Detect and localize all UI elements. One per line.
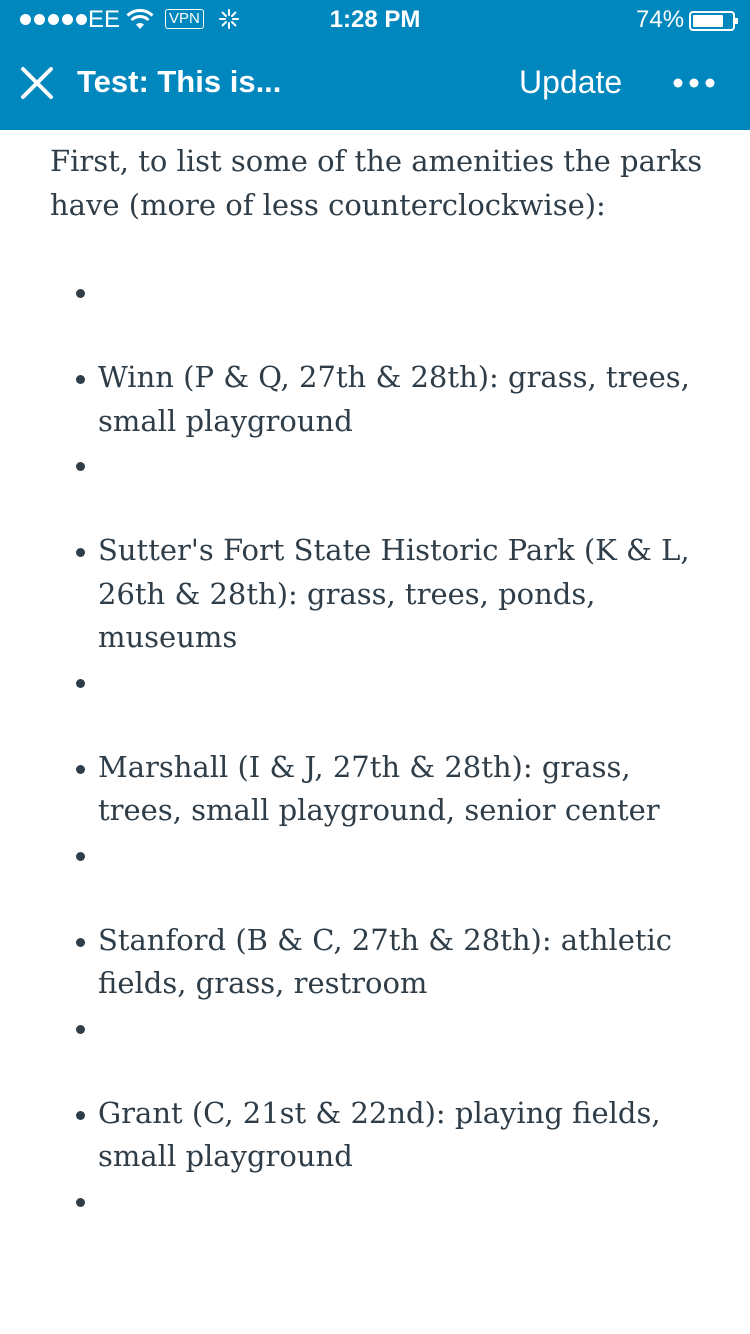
vpn-badge: VPN xyxy=(165,9,204,29)
battery-percentage: 74% xyxy=(636,6,685,33)
carrier-name: EE xyxy=(88,6,121,33)
list-item xyxy=(50,660,710,703)
battery-icon xyxy=(689,11,739,31)
list-item: Marshall (I & J, 27th & 28th): grass, trees, small playground, senior center xyxy=(50,746,710,833)
list-item: Winn (P & Q, 27th & 28th): grass, trees, small playground xyxy=(50,356,710,443)
list-item xyxy=(50,833,710,876)
list-item: Stanford (B & C, 27th & 28th): athletic fields, grass, restroom xyxy=(50,919,710,1006)
list-item xyxy=(50,270,710,313)
list-item xyxy=(50,1006,710,1049)
status-bar xyxy=(0,0,750,40)
amenity-list xyxy=(50,270,710,1222)
list-item xyxy=(50,443,710,486)
list-item: Sutter's Fort State Historic Park (K & L, 26th & 28th): grass, trees, ponds, museums xyxy=(50,529,710,660)
post-content[interactable] xyxy=(50,140,710,1265)
more-options-icon[interactable] xyxy=(672,73,716,93)
app-header xyxy=(0,0,750,130)
status-time: 1:28 PM xyxy=(329,6,421,33)
list-item xyxy=(50,1179,710,1222)
list-item: Grant (C, 21st & 22nd): playing fields, small playground xyxy=(50,1092,710,1179)
close-icon[interactable] xyxy=(20,66,54,100)
update-button[interactable]: Update xyxy=(519,64,623,100)
intro-paragraph: First, to list some of the amenities the parks have (more of less counterclockwise): xyxy=(50,144,703,222)
page-title: Test: This is... xyxy=(77,64,282,99)
